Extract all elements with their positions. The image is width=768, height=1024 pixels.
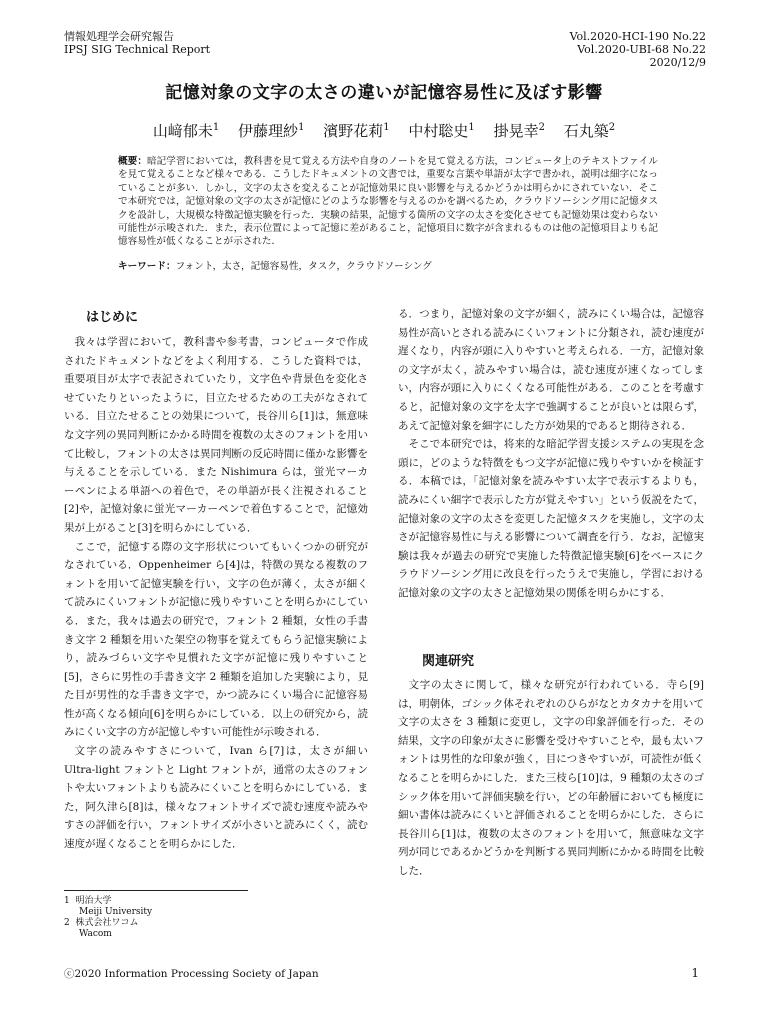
keywords-label: キーワード： [118, 261, 176, 272]
related-work-column [398, 676, 704, 881]
author: 石丸築$^2$ [563, 122, 616, 140]
paragraph: そこで本研究では，将来的な暗記学習支援システムの実現を念頭に，どのような特徴をもつ文字が記憶に残りやすいかを検証する．本稿では，「記憶対象を読みやすい太字で表示するよりも，読みにくい細字で表示した方が覚えやすい」という仮説をたて，記憶対象の文字の太さを変更した記憶タスクを実施し，文字の太さが記憶容易性に与える影響について調査を行う．なお，記憶実験は我々が過去の研究で実施した特徴記憶実験[6]をベースにクラウドソーシング用に改良を行ったうえで実施し，学習における記憶対象の文字の太さと記憶効果の関係を明らかにする． [398, 438, 704, 599]
abstract-label: 概要： [118, 156, 147, 167]
header-volume-ubi: Vol.2020-UBI-68 No.22 [577, 43, 706, 56]
keywords [118, 258, 658, 272]
author: 中村聡史$^1$ [408, 122, 475, 140]
paragraph: る．つまり，記憶対象の文字が細く，読みにくい場合は，記憶容易性が高いとされる読みにくいフォントに分類され，読む速度が遅くなり，内容が頭に入りやすいと考えられる．一方，記憶対象の文字が太く，読みやすい場合は，読む速度が速くなってしまい，内容が頭に入りにくくなる可能性がある．このことを考慮すると，記憶対象の文字を太字で強調することが良いとは限らず，あえて記憶対象を細字にした方が効果的であると期待される． [398, 308, 704, 432]
section-heading-introduction: はじめに [86, 310, 139, 325]
paragraph: ここで，記憶する際の文字形状についてもいくつかの研究がなされている．Oppenheimer ら[4]は，特徴の異なる複数のフォントを用いて記憶実験を行い，文字の色が薄く，太さが細くて読みにくいフォントが記憶に残りやすいことを明らかにしている．また，我々は過去の研究で，フォント 2 種類，女性の手書き文字 2 種類を用いた架空の物事を覚えてもらう記憶実験により，読みづらい文字や見慣れた文字が記憶に残りやすいこと[5]，さらに男性の手書き文字 2 種類を追加した実験により，見た目が男性的な手書き文字で，かつ読みにくい場合に記憶容易性が高くなる傾向[6]を明らかにしている．以上の研究から，読みにくい文字の方が記憶しやすい可能性が示唆される． [64, 540, 368, 739]
paragraph: 文字の太さに関して，様々な研究が行われている．寺ら[9]は，明朝体，ゴシック体それぞれのひらがなとカタカナを用いて文字の太さを 3 種類に変更し，文字の印象評価を行った．その結果，文字の印象が太さに影響を受けやすいことや，最も太いフォントは男性的な印象が強く，目につきやすいが，可読性が低くなることを明らかにした．また三枝ら[10]は，9 種類の太さのゴシック体を用いて評価実験を行い，どの年齢層においても極度に細い書体は読みにくいと評価されることを明らかにした．さらに長谷川ら[1]は，複数の太さのフォントを用いて，無意味な文字列が同じであるかどうかを判断する異同判断にかかる時間を比較した． [398, 679, 704, 877]
page-number: 1 [691, 966, 699, 980]
abstract-text: 暗記学習においては，教科書を見て覚える方法や自身のノートを見て覚える方法，コンピュータ上のテキストファイルを見て覚えることなど様々である．こうしたドキュメントの文書では，重要な言葉や単語が太字で書かれ，説明は細字になっていることが多い．しかし，文字の太さを変えることが記憶効果に良い影響を与えるかどうかは明らかにされていない．そこで本研究では，記憶対象の文字の太さが記憶にどのような影響を与えるのかを調べるため，クラウドソーシング用に記憶タスクを設計し，大規模な特徴記憶実験を行った．実験の結果，記憶する箇所の文字の太さを変化させても記憶効果は変わらない可能性が示唆された．また，表示位置によって記憶に差があること，記憶項目に数字が含まれるものは他の記憶項目よりも記憶容易性が低くなることが示された． [118, 156, 658, 248]
author: 山﨑郁未$^1$ [152, 122, 220, 140]
abstract [118, 155, 658, 249]
footnote-item: 1 明治大学 [64, 896, 112, 906]
footnote-item: 2 株式会社ワコム [64, 918, 139, 928]
paragraph: 文字の読みやすさについて，Ivan ら[7]は，太さが細い Ultra-light フォントと Light フォントが，通常の太さのフォントや太いフォントよりも読みにくいことを明らかにしている．また，阿久津ら[8]は，様々なフォントサイズで読む速度や読みやすさの評価を行い，フォントサイズが小さいと読みにくく，読む速度が遅くなることを明らかにした． [64, 745, 368, 851]
left-column [64, 333, 368, 854]
header-volume-hci: Vol.2020-HCI-190 No.22 [569, 30, 706, 43]
header-journal-en: IPSJ SIG Technical Report [64, 43, 211, 56]
right-column [398, 305, 704, 603]
paragraph: 我々は学習において，教科書や参考書，コンピュータで作成されたドキュメントなどをよく利用する．こうした資料では，重要項目が太字で表記されていたり，文字色や背景色を変化させていたりといったように，目立たせるための工夫がなされている．目立たせることの効果について，長谷川ら[1]は，無意味な文字列の異同判断にかかる時間を複数の太さのフォントを用いて比較し，フォントの太さは異同判断の反応時間に僅かな影響を与えることを示している．また Nishimura らは，蛍光マーカーペンによる単語への着色で，その単語が長く注視されること[2]や，記憶対象に蛍光マーカーペンで着色することで，記憶効果が上がること[3]を明らかにしている． [64, 336, 368, 534]
running-header-right [570, 30, 706, 69]
header-date: 2020/12/9 [649, 56, 706, 69]
author: 伊藤理紗$^1$ [238, 122, 305, 140]
copyright-notice: ⓒ2020 Information Processing Society of Japan [64, 968, 319, 980]
running-header-left [64, 30, 210, 56]
footnotes [64, 896, 152, 940]
section-heading-related-work: 関連研究 [422, 654, 475, 669]
footnote-divider [64, 890, 248, 891]
header-journal-ja: 情報処理学会研究報告 [64, 30, 174, 43]
author: 濱野花莉$^1$ [323, 122, 390, 140]
author: 掛晃幸$^2$ [493, 122, 545, 140]
footnote-item-en: Meiji University [79, 907, 153, 917]
author-list [0, 120, 768, 141]
footnote-item-en: Wacom [79, 929, 112, 939]
keywords-text: フォント，太さ，記憶容易性，タスク，クラウドソーシング [175, 261, 432, 272]
paper-title: 記憶対象の文字の太さの違いが記憶容易性に及ぼす影響 [165, 83, 603, 103]
